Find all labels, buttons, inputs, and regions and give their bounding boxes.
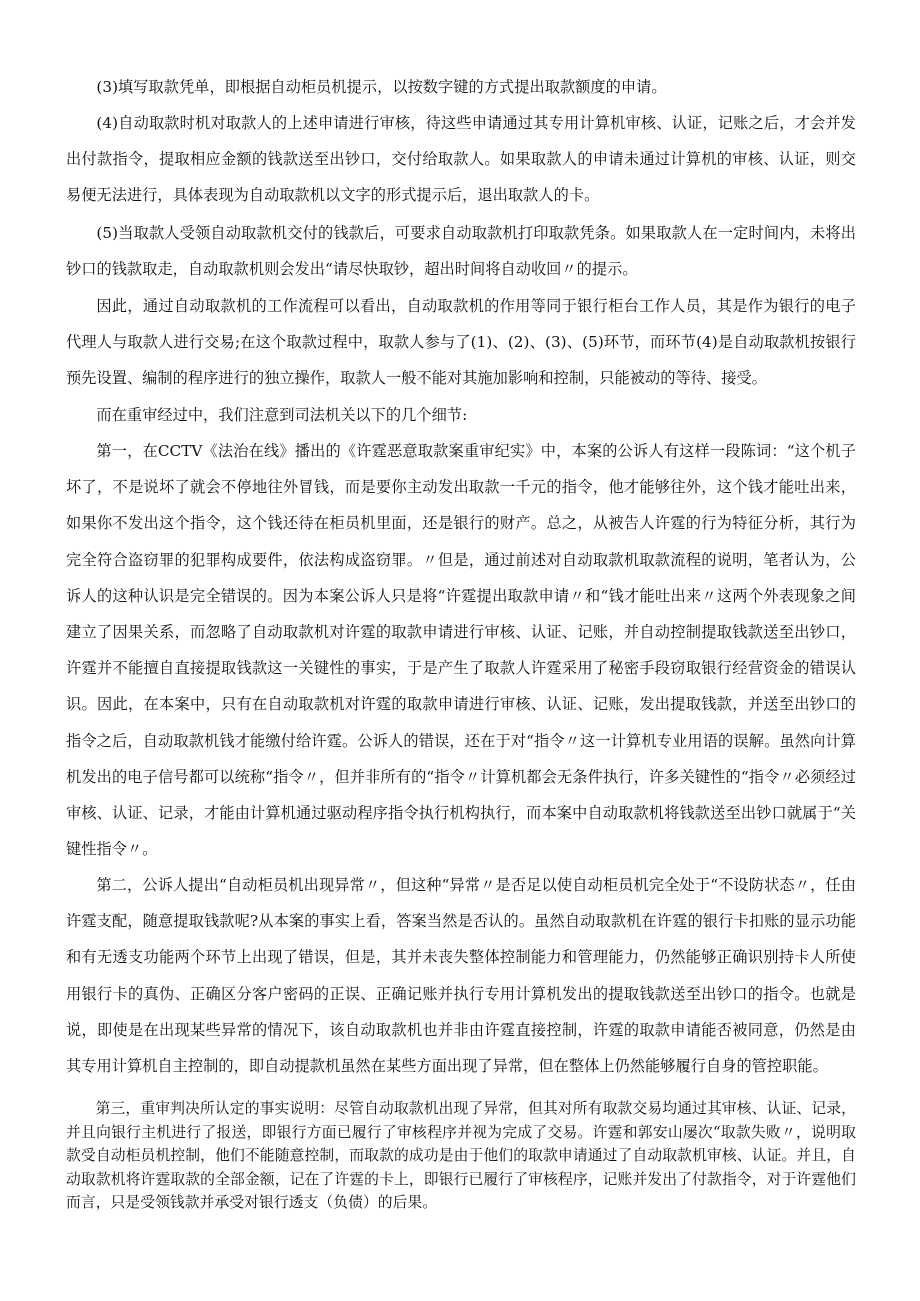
paragraph-step-4: (4)自动取款时机对取款人的上述申请进行审核，待这些申请通过其专用计算机审核、认证，记账之后，才会并发出付款指令，提取相应金额的钱款送至出钞口，交付给取款人。如果取款人的申请未通过计算机的审核、认证，则交易便无法进行，具体表现为自动取款机以文字的形式提示后，退出取款人的卡。 bbox=[66, 114, 856, 205]
paragraph-second-point: 第二，公诉人提出“自动柜员机出现异常〃，但这种“异常〃是否足以使自动柜员机完全处于“不设防状态〃，任由许霆支配，随意提取钱款呢?从本案的事实上看，答案当然是否认的。虽然自动取款机在许霆的银行卡扣账的显示功能和有无透支功能两个环节上出现了错误，但是，其并未丧失整体控制能力和管理能力，仍然能够正确识别持卡人所使用银行卡的真伪、正确区分客户密码的正误、正确记账并执行专用计算机发出的提取钱款送至出钞口的指令。也就是说，即使是在出现某些异常的情况下，该自动取款机也并非由许霆直接控制，许霆的取款申请能否被同意，仍然是由其专用计算机自主控制的，即自动提款机虽然在某些方面出现了异常，但在整体上仍然能够履行自身的管控职能。 bbox=[66, 876, 856, 1076]
paragraph-third-point: 第三，重审判决所认定的事实说明：尽管自动取款机出现了异常，但其对所有取款交易均通过其审核、认证、记录，并且向银行主机进行了报送，即银行方面已履行了审核程序并视为完成了交易。许霆和郭安山屡次“取款失败〃，说明取款受自动柜员机控制，他们不能随意控制，而取款的成功是由于他们的取款申请通过了自动取款机审核、认证。并且，自动取款机将许霆取款的全部金额，记在了许霆的卡上，即银行已履行了审核程序，记账并发出了付款指令，对于许霆他们而言，只是受领钱款并承受对银行透支（负债）的后果。 bbox=[66, 1100, 856, 1211]
paragraph-step-5: (5)当取款人受领自动取款机交付的钱款后，可要求自动取款机打印取款凭条。如果取款人在一定时间内，未将出钞口的钱款取走，自动取款机则会发出“请尽快取钞，超出时间将自动收回〃的提示。 bbox=[66, 224, 856, 279]
paragraph-retrial-intro: 而在重审经过中，我们注意到司法机关以下的几个细节: bbox=[96, 406, 468, 424]
paragraph-first-point: 第一，在CCTV《法治在线》播出的《许霆恶意取款案重审纪实》中，本案的公诉人有这样一段陈词：“这个机子坏了，不是说坏了就会不停地往外冒钱，而是要你主动发出取款一千元的指令，他才能够往外，这个钱才能吐出来，如果你不发出这个指令，这个钱还待在柜员机里面，还是银行的财产。总之，从被告人许霆的行为特征分析，其行为完全符合盗窃罪的犯罪构成要件，依法构成盗窃罪。〃但是，通过前述对自动取款机取款流程的说明，笔者认为，公诉人的这种认识是完全错误的。因为本案公诉人只是将“许霆提出取款申请〃和“钱才能吐出来〃这两个外表现象之间建立了因果关系，而忽略了自动取款机对许霆的取款申请进行审核、认证、记账，并自动控制提取钱款送至出钞口，许霆并不能擅自直接提取钱款这一关键性的事实，于是产生了取款人许霆采用了秘密手段窃取银行经营资金的错误认识。因此，在本案中，只有在自动取款机对许霆的取款申请进行审核、认证、记账，发出提取钱款，并送至出钞口的指令之后，自动取款机钱才能缴付给许霆。公诉人的错误，还在于对“指令〃这一计算机专业用语的误解。虽然向计算机发出的电子信号都可以统称“指令〃，但并非所有的“指令〃计算机都会无条件执行，许多关键性的“指令〃必须经过审核、认证、记录，才能由计算机通过驱动程序指令执行机构执行，而本案中自动取款机将钱款送至出钞口就属于“关键性指令〃。 bbox=[66, 442, 856, 859]
paragraph-step-3: (3)填写取款凭单，即根据自动柜员机提示，以按数字键的方式提出取款额度的申请。 bbox=[96, 78, 667, 96]
paragraph-conclusion: 因此，通过自动取款机的工作流程可以看出，自动取款机的作用等同于银行柜台工作人员，其是作为银行的电子代理人与取款人进行交易;在这个取款过程中，取款人参与了(1)、(2)、(3)、(5)环节，而环节(4)是自动取款机按银行预先设置、编制的程序进行的独立操作，取款人一般不能对其施加影响和控制，只能被动的等待、接受。 bbox=[66, 297, 856, 388]
